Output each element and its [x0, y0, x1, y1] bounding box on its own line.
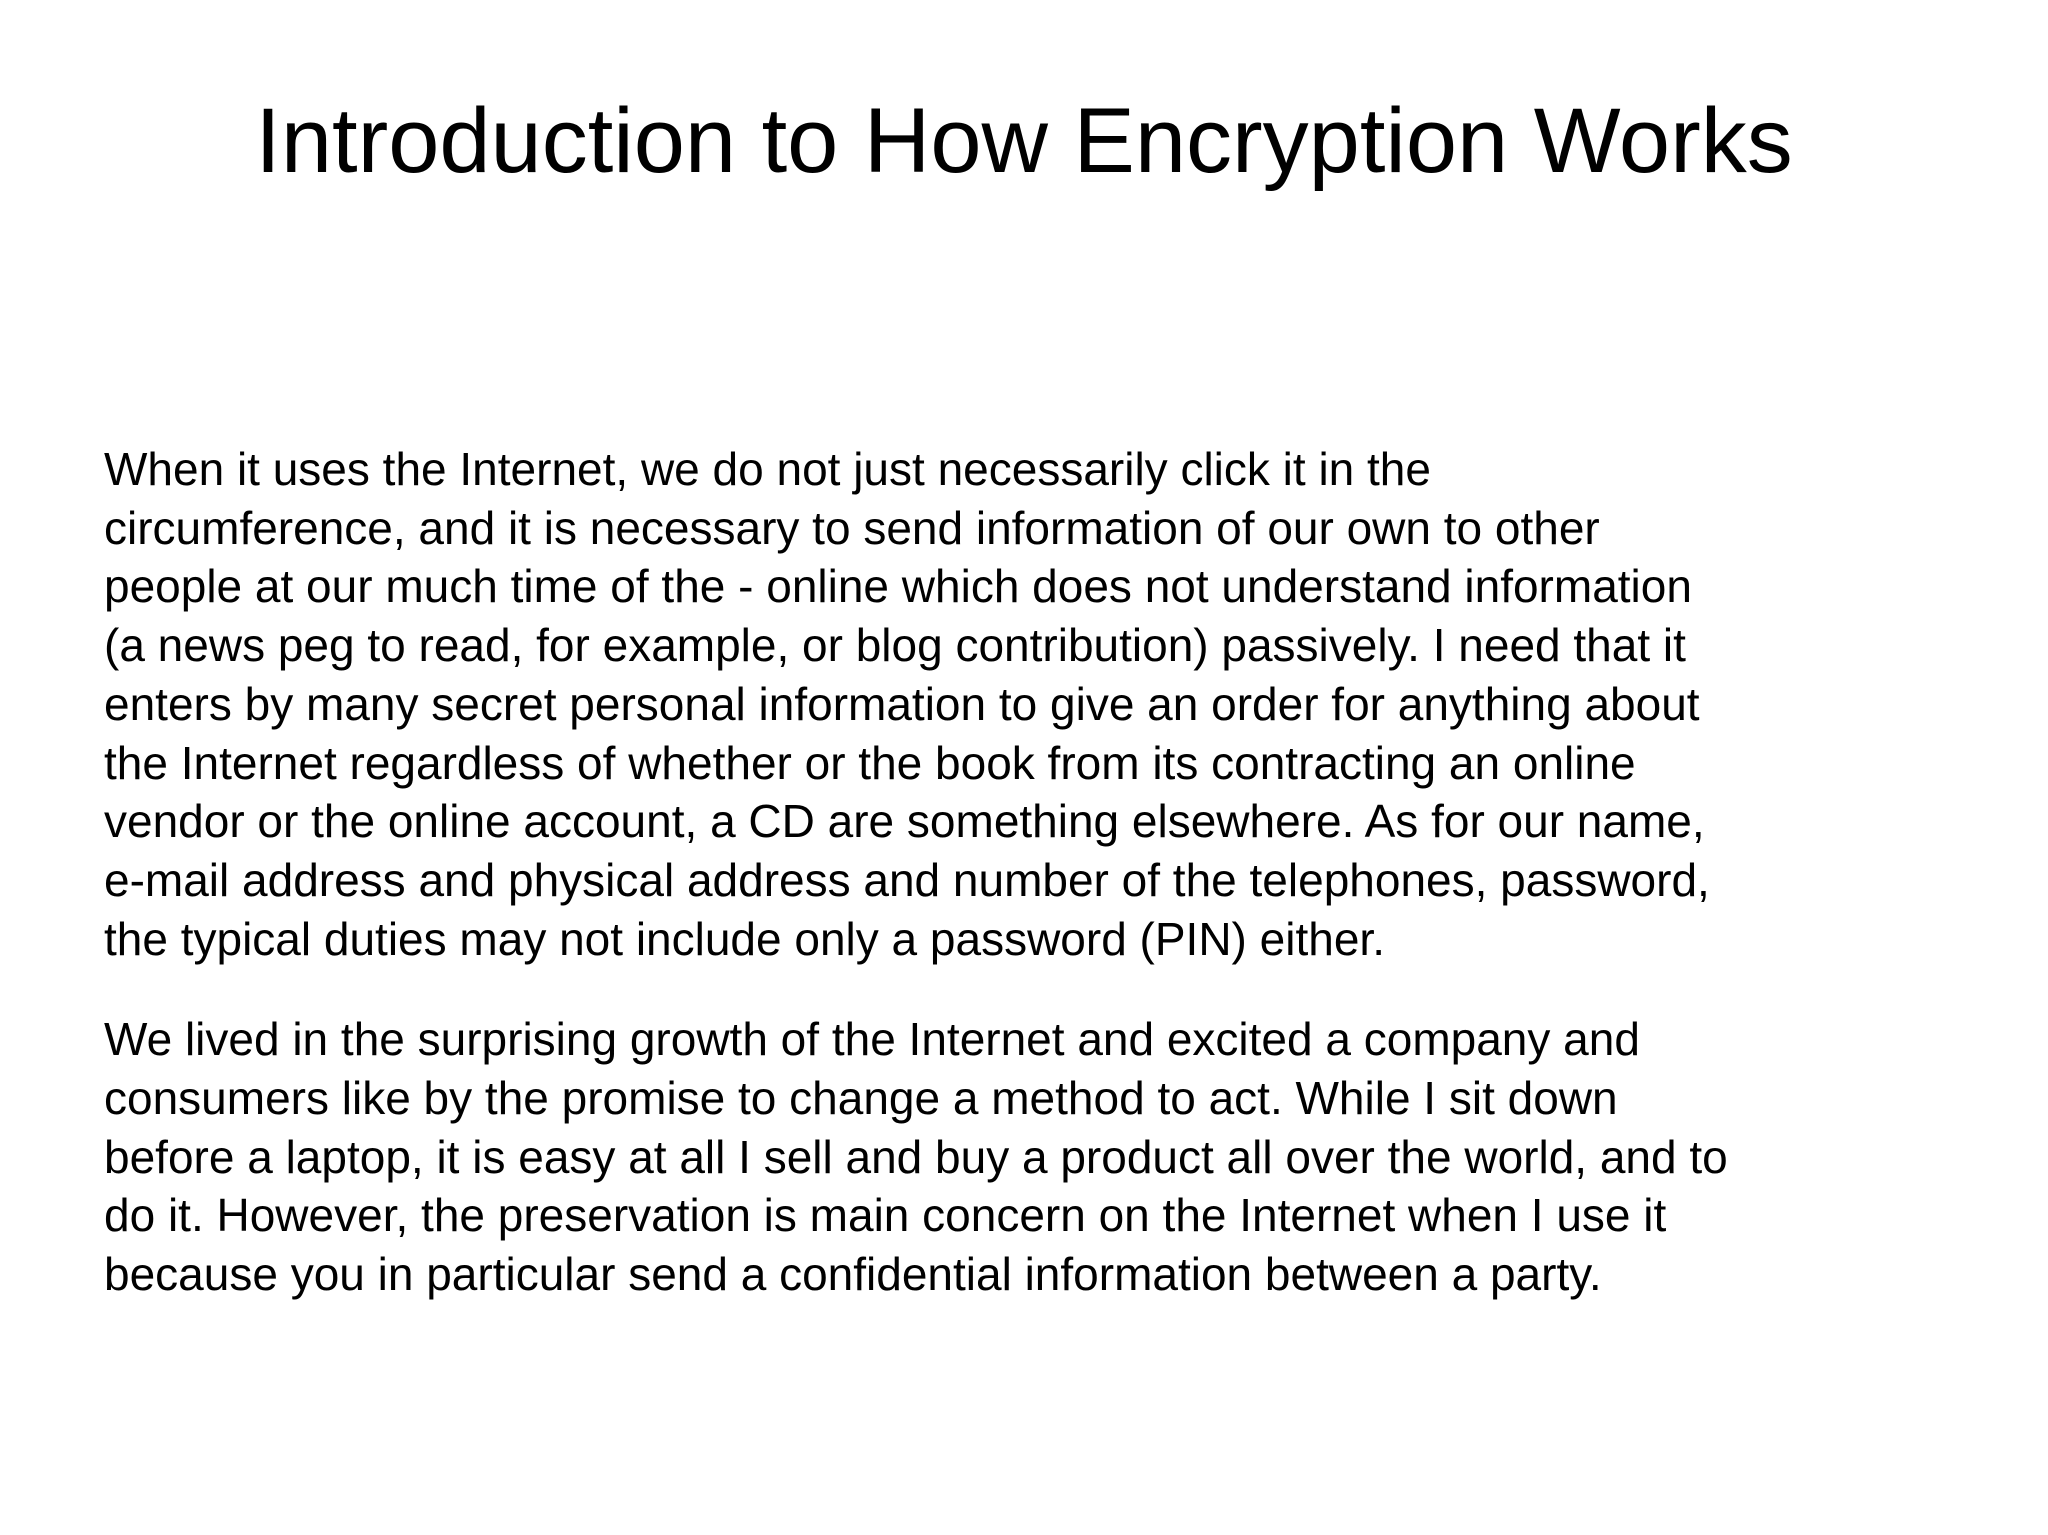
text-line: because you in particular send a confidential information between a party.	[104, 1248, 1602, 1301]
paragraph-2	[104, 1010, 2004, 1304]
slide-body	[104, 440, 2004, 1304]
text-line: consumers like by the promise to change a method to act. While I sit down	[104, 1072, 1618, 1125]
slide-title: Introduction to How Encryption Works	[255, 90, 1793, 192]
text-line: the typical duties may not include only a password (PIN) either.	[104, 912, 1385, 965]
text-line: do it. However, the preservation is main concern on the Internet when I use it	[104, 1189, 1667, 1242]
text-line: vendor or the online account, a CD are something elsewhere. As for our name,	[104, 795, 1705, 848]
text-line: people at our much time of the - online which does not understand information	[104, 560, 1692, 613]
text-line: (a news peg to read, for example, or blog contribution) passively. I need that it	[104, 619, 1686, 672]
text-line: e-mail address and physical address and number of the telephones, password,	[104, 853, 1710, 906]
text-line: the Internet regardless of whether or the book from its contracting an online	[104, 736, 1636, 789]
text-line: enters by many secret personal information to give an order for anything about	[104, 677, 1700, 730]
text-line: When it uses the Internet, we do not just necessarily click it in the	[104, 443, 1431, 495]
paragraph-1	[104, 440, 2004, 968]
text-line: We lived in the surprising growth of the Internet and excited a company and	[104, 1013, 1640, 1066]
text-line: before a laptop, it is easy at all I sell and buy a product all over the world, and to	[104, 1130, 1728, 1183]
text-line: circumference, and it is necessary to send information of our own to other	[104, 501, 1600, 554]
